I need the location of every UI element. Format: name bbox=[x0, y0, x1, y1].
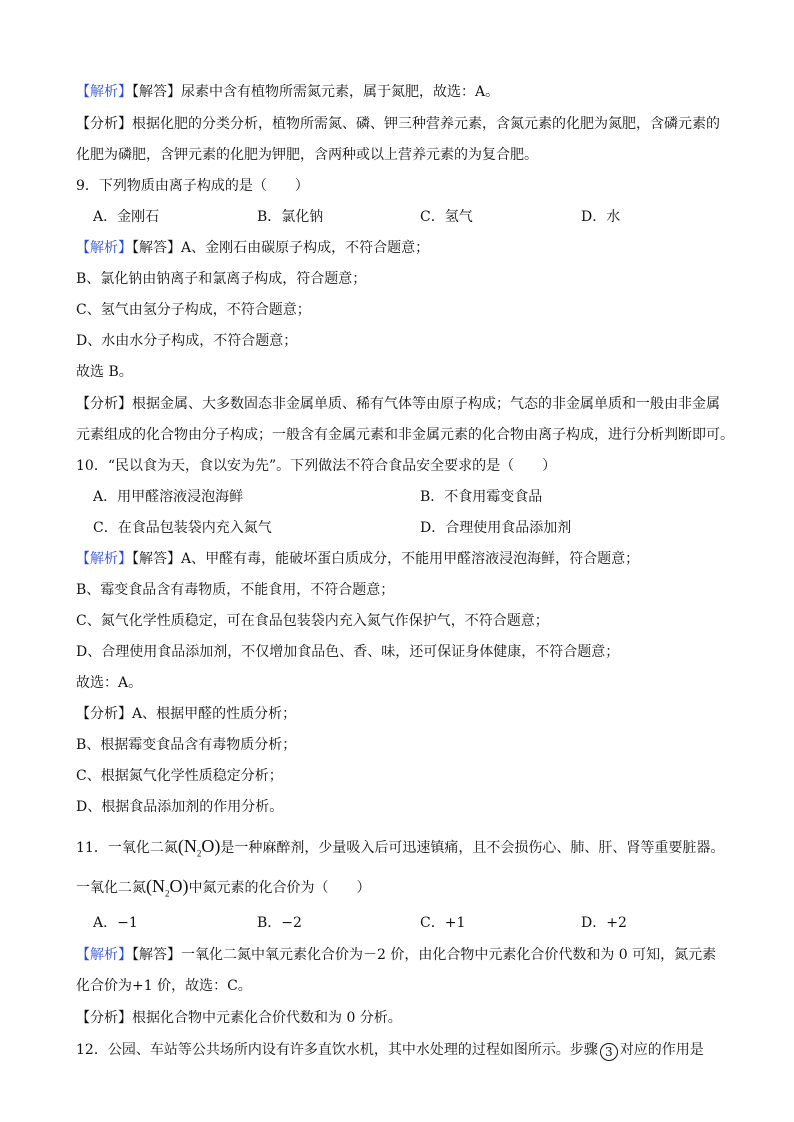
q9-answer-5: 故选 B。 bbox=[76, 364, 133, 380]
q10-analysis-4: D、根据食品添加剂的作用分析。 bbox=[76, 799, 284, 815]
q8-answer bbox=[76, 82, 499, 102]
q10-option-d: D．合理使用食品添加剂 bbox=[420, 520, 572, 536]
fenxi-tag: 【分析】 bbox=[76, 116, 132, 132]
q10-stem: 10．“民以食为天，食以安为先”。下列做法不符合食品安全要求的是（ ） bbox=[76, 458, 557, 474]
q11-answer-text: 一氧化二氮中氧元素化合价为－2 价，由化合物中元素化合价代数和为 0 可知，氮元素 bbox=[181, 947, 717, 963]
q12-stem-prefix: 12．公园、车站等公共场所内设有许多直饮水机，其中水处理的过程如图所示。步骤 bbox=[76, 1042, 598, 1058]
jieda-tag: 【解答】 bbox=[132, 84, 181, 100]
q10-option-c: C．在食品包装袋内充入氮气 bbox=[93, 520, 272, 536]
formula-n: N bbox=[152, 876, 165, 896]
q9-answer-text: A、金刚石由碳原子构成，不符合题意； bbox=[181, 240, 430, 256]
q10-answer-5: 故选：A。 bbox=[76, 675, 143, 691]
q9-option-c: C．氢气 bbox=[420, 209, 473, 225]
q10-option-a: A．用甲醛溶液浸泡海鲜 bbox=[93, 489, 244, 505]
jiexi-tag: 【解析】 bbox=[76, 240, 132, 256]
formula-subscript: 2 bbox=[165, 888, 170, 899]
q9-option-d: D．水 bbox=[581, 209, 621, 225]
q10-answer-4: D、合理使用食品添加剂，不仅增加食品色、香、味，还可保证身体健康，不符合题意； bbox=[76, 644, 620, 660]
q10-answer-3: C、氮气化学性质稳定，可在食品包装袋内充入氮气作保护气，不符合题意； bbox=[76, 613, 549, 629]
q9-analysis-1 bbox=[76, 394, 720, 414]
q12-stem bbox=[76, 1040, 704, 1061]
jieda-tag: 【解答】 bbox=[132, 551, 181, 567]
q9-answer-4: D、水由水分子构成，不符合题意； bbox=[76, 333, 298, 349]
q11-stem-1 bbox=[76, 836, 724, 864]
q11-stem2-prefix: 一氧化二氮 bbox=[76, 880, 146, 896]
q11-option-d: D．+2 bbox=[581, 915, 627, 931]
q8-analysis-text: 根据化肥的分类分析，植物所需氮、磷、钾三种营养元素，含氮元素的化肥为氮肥，含磷元素的 bbox=[132, 116, 720, 132]
q8-analysis-2: 化肥为磷肥，含钾元素的化肥为钾肥，含两种或以上营养元素的为复合肥。 bbox=[76, 147, 538, 163]
q8-answer-text: 尿素中含有植物所需氮元素，属于氮肥，故选：A。 bbox=[181, 84, 500, 100]
fenxi-tag: 【分析】 bbox=[76, 706, 132, 722]
step-3-circled-number: 3 bbox=[600, 1043, 618, 1061]
q9-option-b: B．氯化钠 bbox=[257, 209, 324, 225]
q11-analysis-text: 根据化合物中元素化合价代数和为 0 分析。 bbox=[132, 1010, 402, 1026]
q10-analysis-3: C、根据氮气化学性质稳定分析； bbox=[76, 768, 283, 784]
q11-option-b: B．−2 bbox=[257, 915, 302, 931]
q10-answer-text: A、甲醛有毒，能破坏蛋白质成分，不能用甲醛溶液浸泡海鲜，符合题意； bbox=[181, 551, 640, 567]
q10-analysis-text: A、根据甲醛的性质分析； bbox=[132, 706, 297, 722]
fenxi-tag: 【分析】 bbox=[76, 396, 132, 412]
q10-analysis-1 bbox=[76, 704, 296, 724]
q9-answer-1 bbox=[76, 238, 429, 258]
n2o-formula: $(N_2O)$ bbox=[146, 876, 189, 899]
q9-analysis-2: 元素组成的化合物由分子构成；一般含有金属元素和非金属元素的化合物由离子构成，进行分析判断即可。 bbox=[76, 427, 734, 443]
formula-n: N bbox=[183, 836, 197, 856]
formula-o: O bbox=[169, 876, 183, 896]
q10-answer-2: B、霉变食品含有毒物质，不能食用，不符合题意； bbox=[76, 582, 395, 598]
q9-option-a: A．金刚石 bbox=[93, 209, 160, 225]
q11-stem2-suffix: 中氮元素的化合价为（ ） bbox=[188, 880, 371, 896]
jieda-tag: 【解答】 bbox=[132, 947, 181, 963]
q11-stem-suffix: 是一种麻醉剂，少量吸入后可迅速镇痛，且不会损伤心、肺、肝、肾等重要脏器。 bbox=[220, 840, 725, 856]
q9-answer-2: B、氯化钠由钠离子和氯离子构成，符合题意； bbox=[76, 271, 367, 287]
jiexi-tag: 【解析】 bbox=[76, 947, 132, 963]
q10-analysis-2: B、根据霉变食品含有毒物质分析； bbox=[76, 737, 297, 753]
q11-answer-2: 化合价为+1 价，故选：C。 bbox=[76, 978, 252, 994]
q11-stem-prefix: 11．一氧化二氮 bbox=[76, 840, 178, 856]
q11-stem-2 bbox=[76, 876, 371, 904]
q11-analysis-1 bbox=[76, 1008, 402, 1028]
q11-option-c: C．+1 bbox=[420, 915, 466, 931]
q9-analysis-text: 根据金属、大多数固态非金属单质、稀有气体等由原子构成；气态的非金属单质和一般由非金属 bbox=[132, 396, 720, 412]
q11-option-a: A．−1 bbox=[93, 915, 138, 931]
q10-option-b: B．不食用霉变食品 bbox=[420, 489, 543, 505]
q9-stem: 9．下列物质由离子构成的是（ ） bbox=[76, 178, 309, 194]
fenxi-tag: 【分析】 bbox=[76, 1010, 132, 1026]
formula-o: O bbox=[201, 836, 215, 856]
q10-answer-1 bbox=[76, 549, 639, 569]
jiexi-tag: 【解析】 bbox=[76, 84, 132, 100]
jiexi-tag: 【解析】 bbox=[76, 551, 132, 567]
q11-answer-1 bbox=[76, 945, 716, 965]
formula-subscript: 2 bbox=[196, 848, 202, 859]
n2o-formula: $(N_2O)$ bbox=[177, 836, 221, 859]
q9-answer-3: C、氢气由氢分子构成，不符合题意； bbox=[76, 302, 311, 318]
q12-stem-suffix: 对应的作用是 bbox=[619, 1042, 704, 1058]
jieda-tag: 【解答】 bbox=[132, 240, 181, 256]
q8-analysis-1 bbox=[76, 114, 720, 134]
